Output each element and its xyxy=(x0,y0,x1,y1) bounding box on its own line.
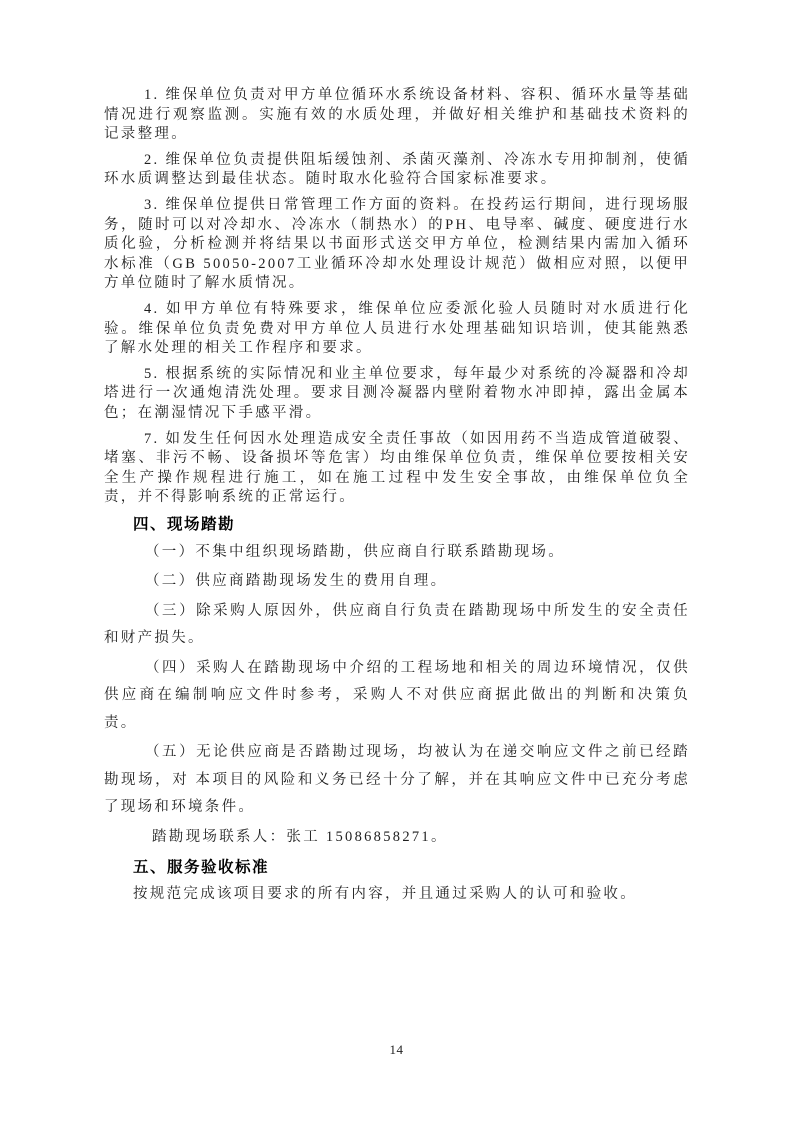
survey-item-5: （五）无论供应商是否踏勘过现场，均被认为在递交响应文件之前已经踏勘现场，对 本项目的风险和义务已经十分了解，并在其响应文件中已充分考虑了现场和环境条件。 xyxy=(104,744,690,816)
page-number: 14 xyxy=(389,1042,404,1057)
clause-1: 1. 维保单位负责对甲方单位循环水系统设备材料、容积、循环水量等基础情况进行观察监测。实施有效的水质处理，并做好相关维护和基础技术资料的记录整理。 xyxy=(104,87,690,143)
document-content xyxy=(104,86,690,904)
survey-item-4: （四）采购人在踏勘现场中介绍的工程场地和相关的周边环境情况，仅供供应商在编制响应文件时参考，采购人不对供应商据此做出的判断和决策负责。 xyxy=(104,659,690,731)
survey-contact: 踏勘现场联系人：张工 15086858271。 xyxy=(152,828,448,845)
section-heading-acceptance: 五、服务验收标准 xyxy=(133,859,270,877)
clause-5: 5. 根据系统的实际情况和业主单位要求，每年最少对系统的冷凝器和冷却塔进行一次通炮清洗处理。要求目测冷凝器内壁附着物水冲即掉，露出金属本色；在潮湿情况下手感平滑。 xyxy=(104,365,690,421)
survey-item-1: （一）不集中组织现场踏勘，供应商自行联系踏勘现场。 xyxy=(145,543,565,560)
clause-7: 7. 如发生任何因水处理造成安全责任事故（如因用药不当造成管道破裂、堵塞、非污不畅、设备损坏等危害）均由维保单位负责，维保单位要按相关安全生产操作规程进行施工，如在施工过程中发生安全事故，由维保单位负全责，并不得影响系统的正常运行。 xyxy=(104,430,690,506)
survey-item-2: （二）供应商踏勘现场发生的费用自理。 xyxy=(145,573,448,590)
acceptance-text: 按规范完成该项目要求的所有内容，并且通过采购人的认可和验收。 xyxy=(133,886,637,903)
clause-4: 4. 如甲方单位有特殊要求，维保单位应委派化验人员随时对水质进行化验。维保单位负责免费对甲方单位人员进行水处理基础知识培训，使其能熟悉了解水处理的相关工作程序和要求。 xyxy=(104,300,690,357)
clause-3: 3. 维保单位提供日常管理工作方面的资料。在投药运行期间，进行现场服务，随时可以对冷却水、冷冻水（制热水）的PH、电导率、碱度、硬度进行水质化验，分析检测并将结果以书面形式送交甲方单位，检测结果内需加入循环水标准（GB 50050-2007工业循环冷却水处理设计规范）做相应对照，以便甲方单位随时了解水质情况。 xyxy=(104,196,690,292)
section-heading-site-survey: 四、现场踏勘 xyxy=(133,515,236,533)
clause-2: 2. 维保单位负责提供阻垢缓蚀剂、杀菌灭藻剂、冷冻水专用抑制剂，使循环水质调整达到最佳状态。随时取水化验符合国家标准要求。 xyxy=(104,151,690,188)
survey-item-3: （三）除采购人原因外，供应商自行负责在踏勘现场中所发生的安全责任和财产损失。 xyxy=(104,602,690,647)
